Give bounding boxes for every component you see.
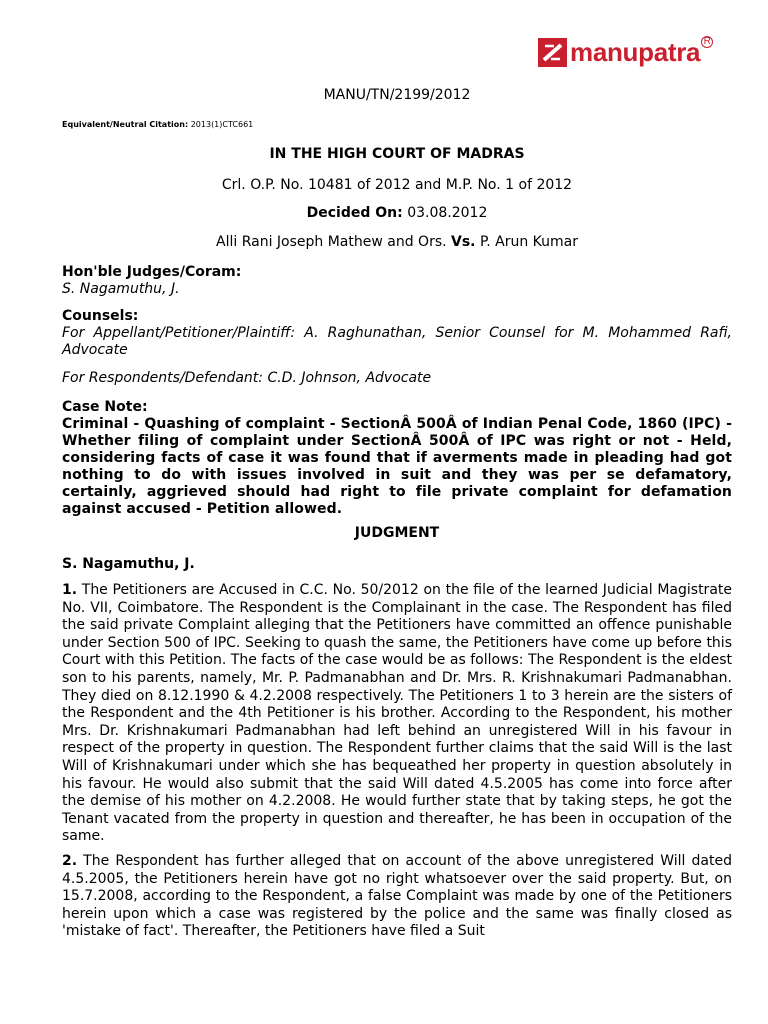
- court-name: IN THE HIGH COURT OF MADRAS: [269, 146, 525, 162]
- case-note-section: [62, 399, 732, 518]
- judges-heading: Hon'ble Judges/Coram:: [62, 264, 242, 280]
- case-note-heading: Case Note:: [62, 399, 148, 415]
- judgment-heading: JUDGMENT: [354, 525, 440, 541]
- paragraph-text: The Respondent has further alleged that on account of the above unregistered Will dated 4.5.2005, the Petitioners herein have got no right whatsoever over the said property. But, on 15.7.2008, according to the Respondent, a false Complaint was made by one of the Petitioners herein upon which a case was registered by the police and the same was finally closed as 'mistake of fact'. Thereafter, the Petitioners have filed a Suit: [62, 853, 732, 940]
- case-note-text: Criminal - Quashing of complaint - SectionÂ 500Â of Indian Penal Code, 1860 (IPC) - Whether filing of complaint under SectionÂ 500Â of IPC was right or not - Held, considering facts of case it was found that if averments made in pleading had got nothing to do with issues involved in suit and they was per se defamatory, certainly, aggrieved should had right to file private complaint for defamation against accused - Petition allowed.: [62, 416, 732, 517]
- counsel-respondent: For Respondents/Defendant: C.D. Johnson, Advocate: [62, 370, 432, 386]
- versus-label: Vs.: [451, 234, 476, 250]
- judge-name: S. Nagamuthu, J.: [62, 556, 195, 572]
- petitioner-party: Alli Rani Joseph Mathew and Ors.: [216, 234, 447, 250]
- judges-section: [62, 264, 732, 298]
- equivalent-citation-label: Equivalent/Neutral Citation:: [62, 120, 189, 129]
- counsels-heading: Counsels:: [62, 308, 139, 324]
- registered-mark-icon: R: [701, 36, 713, 48]
- equivalent-citation-value: 2013(1)CTC661: [190, 120, 254, 129]
- judgment-paragraph-2: [62, 853, 732, 941]
- paragraph-number: 2.: [62, 853, 78, 869]
- counsels-section: [62, 308, 732, 359]
- equivalent-citation: [62, 120, 253, 129]
- decided-on: [62, 205, 732, 221]
- case-number: Crl. O.P. No. 10481 of 2012 and M.P. No. 1 of 2012: [221, 177, 573, 193]
- judgment-paragraph-1: [62, 582, 732, 846]
- paragraph-text: The Petitioners are Accused in C.C. No. 50/2012 on the file of the learned Judicial Magistrate No. VII, Coimbatore. The Respondent is the Complainant in the case. The Respondent has filed the said private Complaint alleging that the Petitioners have committed an offence punishable under Section 500 of IPC. Seeking to quash the same, the Petitioners have come up before this Court with this Petition. The facts of the case would be as follows: The Respondent is the eldest son to his parents, namely, Mr. P. Padmanabhan and Dr. Mrs. R. Krishnakumari Padmanabhan. They died on 8.12.1990 & 4.2.2008 respectively. The Petitioners 1 to 3 herein are the sisters of the Respondent and the 4th Petitioner is his brother. According to the Respondent, his mother Mrs. Dr. Krishnakumari Padmanabhan had left behind an unregistered Will in his favour in respect of the property in question. The Respondent further claims that the said Will is the last Will of Krishnakumari under which she has bequeathed her property in question absolutely in his favour. He would also submit that the said Will dated 4.5.2005 has come into force after the demise of his mother on 4.2.2008. He would further state that by taking steps, he got the Tenant vacated from the property in question and thereafter, he has been in occupation of the same.: [62, 582, 732, 845]
- counsel-appellant: For Appellant/Petitioner/Plaintiff: A. Raghunathan, Senior Counsel for M. Mohammed Rafi, Advocate: [62, 325, 732, 358]
- logo-wordmark: manupatra: [570, 37, 701, 67]
- manu-citation: MANU/TN/2199/2012: [323, 87, 471, 103]
- paragraph-number: 1.: [62, 582, 78, 598]
- decided-on-date: 03.08.2012: [407, 205, 488, 221]
- manupatra-logo: [538, 37, 713, 67]
- manupatra-logo-icon: [538, 38, 567, 67]
- judges-names: S. Nagamuthu, J.: [62, 281, 180, 297]
- respondent-party: P. Arun Kumar: [479, 234, 578, 250]
- decided-on-label: Decided On:: [306, 205, 403, 221]
- case-parties: [62, 234, 732, 250]
